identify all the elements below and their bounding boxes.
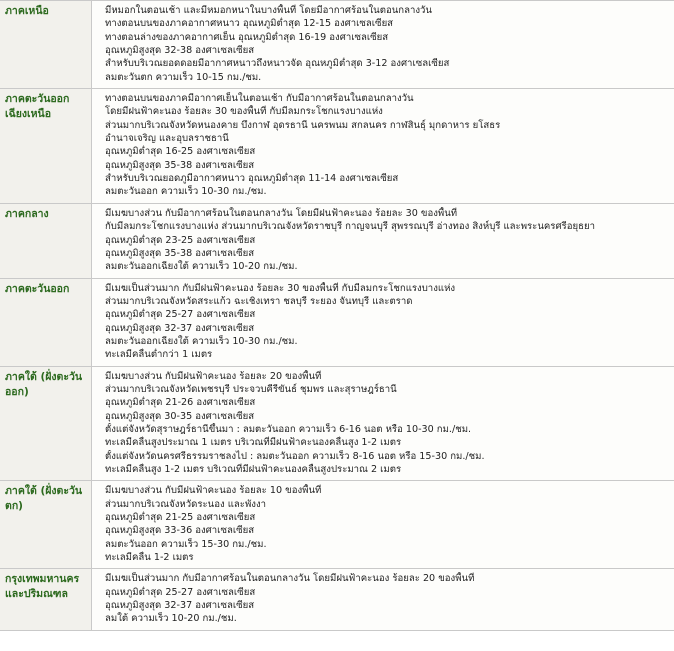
forecast-line: ส่วนมากบริเวณจังหวัดเพชรบุรี ประจวบคีรีขันธ์ ชุมพร และสุราษฎร์ธานี xyxy=(105,383,397,395)
region-row xyxy=(0,569,674,630)
region-row xyxy=(0,204,674,279)
forecast-line: อำนาจเจริญ และอุบลราชธานี xyxy=(105,133,229,145)
forecast-line: ทะเลมีคลื่นสูงประมาณ 1 เมตร บริเวณที่มีฝนฟ้าคะนองคลื่นสูง 1-2 เมตร xyxy=(105,437,402,449)
forecast-line: มีเมฆบางส่วน กับมีอากาศร้อนในตอนกลางวัน โดยมีฝนฟ้าคะนอง ร้อยละ 30 ของพื้นที่ xyxy=(105,207,458,219)
forecast-line: อุณหภูมิต่ำสุด 25-27 องศาเซลเซียส xyxy=(105,309,256,321)
forecast-line: อุณหภูมิสูงสุด 30-35 องศาเซลเซียส xyxy=(105,410,255,422)
forecast-line: ทางตอนล่างของภาคอากาศเย็น อุณหภูมิต่ำสุด 16-19 องศาเซลเซียส xyxy=(105,31,389,43)
region-name: ภาคกลาง xyxy=(0,204,92,278)
region-forecast xyxy=(92,367,674,481)
region-name: ภาคใต้ (ฝั่งตะวันตก) xyxy=(0,481,92,568)
forecast-line: ลมตะวันออก ความเร็ว 15-30 กม./ชม. xyxy=(105,538,267,550)
region-forecast xyxy=(92,481,674,568)
forecast-line: ทางตอนบนของภาคอากาศหนาว อุณหภูมิต่ำสุด 12-15 องศาเซลเซียส xyxy=(105,18,394,30)
region-row xyxy=(0,367,674,482)
forecast-line: โดยมีฝนฟ้าคะนอง ร้อยละ 30 ของพื้นที่ กับมีลมกระโชกแรงบางแห่ง xyxy=(105,106,383,118)
region-forecast xyxy=(92,204,674,278)
forecast-line: มีเมฆเป็นส่วนมาก กับมีฝนฟ้าคะนอง ร้อยละ 30 ของพื้นที่ กับมีลมกระโชกแรงบางแห่ง xyxy=(105,282,456,294)
forecast-line: กับมีลมกระโชกแรงบางแห่ง ส่วนมากบริเวณจังหวัดราชบุรี กาญจนบุรี สุพรรณบุรี อ่างทอง สิงห์บุรี และพระนครศรีอยุธยา xyxy=(105,221,595,233)
forecast-line: อุณหภูมิต่ำสุด 21-26 องศาเซลเซียส xyxy=(105,397,256,409)
forecast-line: ส่วนมากบริเวณจังหวัดสระแก้ว ฉะเชิงเทรา ชลบุรี ระยอง จันทบุรี และตราด xyxy=(105,295,413,307)
forecast-line: ส่วนมากบริเวณจังหวัดหนองคาย บึงกาฬ อุดรธานี นครพนม สกลนคร กาฬสินธุ์ มุกดาหาร ยโสธร xyxy=(105,119,501,131)
forecast-line: มีเมฆเป็นส่วนมาก กับมีอากาศร้อนในตอนกลางวัน โดยมีฝนฟ้าคะนอง ร้อยละ 20 ของพื้นที่ xyxy=(105,573,475,585)
forecast-line: อุณหภูมิต่ำสุด 16-25 องศาเซลเซียส xyxy=(105,146,256,158)
forecast-line: ลมตะวันตก ความเร็ว 10-15 กม./ชม. xyxy=(105,71,262,83)
forecast-line: อุณหภูมิต่ำสุด 21-25 องศาเซลเซียส xyxy=(105,512,256,524)
region-row xyxy=(0,1,674,89)
region-name: ภาคใต้ (ฝั่งตะวันออก) xyxy=(0,367,92,481)
forecast-line: ทะเลมีคลื่นต่ำกว่า 1 เมตร xyxy=(105,349,213,361)
forecast-line: สำหรับบริเวณยอดดอยมีอากาศหนาวถึงหนาวจัด อุณหภูมิต่ำสุด 3-12 องศาเซลเซียส xyxy=(105,58,450,70)
forecast-line: อุณหภูมิต่ำสุด 25-27 องศาเซลเซียส xyxy=(105,586,256,598)
forecast-line: มีเมฆบางส่วน กับมีฝนฟ้าคะนอง ร้อยละ 20 ของพื้นที่ xyxy=(105,370,322,382)
forecast-line: อุณหภูมิสูงสุด 32-38 องศาเซลเซียส xyxy=(105,45,255,57)
region-name: ภาคเหนือ xyxy=(0,1,92,88)
forecast-line: ตั้งแต่จังหวัดนครศรีธรรมราชลงไป : ลมตะวันออก ความเร็ว 8-16 นอต หรือ 15-30 กม./ชม. xyxy=(105,450,485,462)
forecast-line: อุณหภูมิสูงสุด 32-37 องศาเซลเซียส xyxy=(105,322,255,334)
region-forecast xyxy=(92,89,674,203)
forecast-line: ลมตะวันออกเฉียงใต้ ความเร็ว 10-20 กม./ชม. xyxy=(105,261,298,273)
forecast-line: ทะเลมีคลื่นสูง 1-2 เมตร บริเวณที่มีฝนฟ้าคะนองคลื่นสูงประมาณ 2 เมตร xyxy=(105,464,402,475)
region-forecast xyxy=(92,279,674,366)
forecast-line: สำหรับบริเวณยอดภูมีอากาศหนาว อุณหภูมิต่ำสุด 11-14 องศาเซลเซียส xyxy=(105,173,399,185)
forecast-line: อุณหภูมิสูงสุด 35-38 องศาเซลเซียส xyxy=(105,247,255,259)
forecast-line: ส่วนมากบริเวณจังหวัดระนอง และพังงา xyxy=(105,498,267,510)
forecast-line: ทางตอนบนของภาคมีอากาศเย็นในตอนเช้า กับมีอากาศร้อนในตอนกลางวัน xyxy=(105,93,414,105)
forecast-line: มีหมอกในตอนเช้า และมีหมอกหนาในบางพื้นที่ โดยมีอากาศร้อนในตอนกลางวัน xyxy=(105,5,432,16)
region-row xyxy=(0,481,674,569)
region-name: ภาคตะวันออกเฉียงเหนือ xyxy=(0,89,92,203)
forecast-line: อุณหภูมิสูงสุด 33-36 องศาเซลเซียส xyxy=(105,525,255,537)
region-forecast xyxy=(92,569,674,629)
forecast-line: ทะเลมีคลื่น 1-2 เมตร xyxy=(105,552,194,564)
forecast-line: อุณหภูมิสูงสุด 35-38 องศาเซลเซียส xyxy=(105,159,255,171)
region-row xyxy=(0,89,674,204)
region-forecast xyxy=(92,1,674,88)
forecast-line: ลมตะวันออกเฉียงใต้ ความเร็ว 10-30 กม./ชม. xyxy=(105,335,298,347)
forecast-line: อุณหภูมิต่ำสุด 23-25 องศาเซลเซียส xyxy=(105,234,256,246)
region-row xyxy=(0,279,674,367)
forecast-line: อุณหภูมิสูงสุด 32-37 องศาเซลเซียส xyxy=(105,600,255,612)
region-name: ภาคตะวันออก xyxy=(0,279,92,366)
forecast-line: ลมใต้ ความเร็ว 10-20 กม./ชม. xyxy=(105,613,237,625)
forecast-line: ลมตะวันออก ความเร็ว 10-30 กม./ชม. xyxy=(105,186,267,198)
forecast-line: มีเมฆบางส่วน กับมีฝนฟ้าคะนอง ร้อยละ 10 ของพื้นที่ xyxy=(105,485,322,497)
forecast-line: ตั้งแต่จังหวัดสุราษฎร์ธานีขึ้นมา : ลมตะวันออก ความเร็ว 6-16 นอต หรือ 10-30 กม./ชม. xyxy=(105,423,472,435)
region-name: กรุงเทพมหานครและปริมณฑล xyxy=(0,569,92,629)
